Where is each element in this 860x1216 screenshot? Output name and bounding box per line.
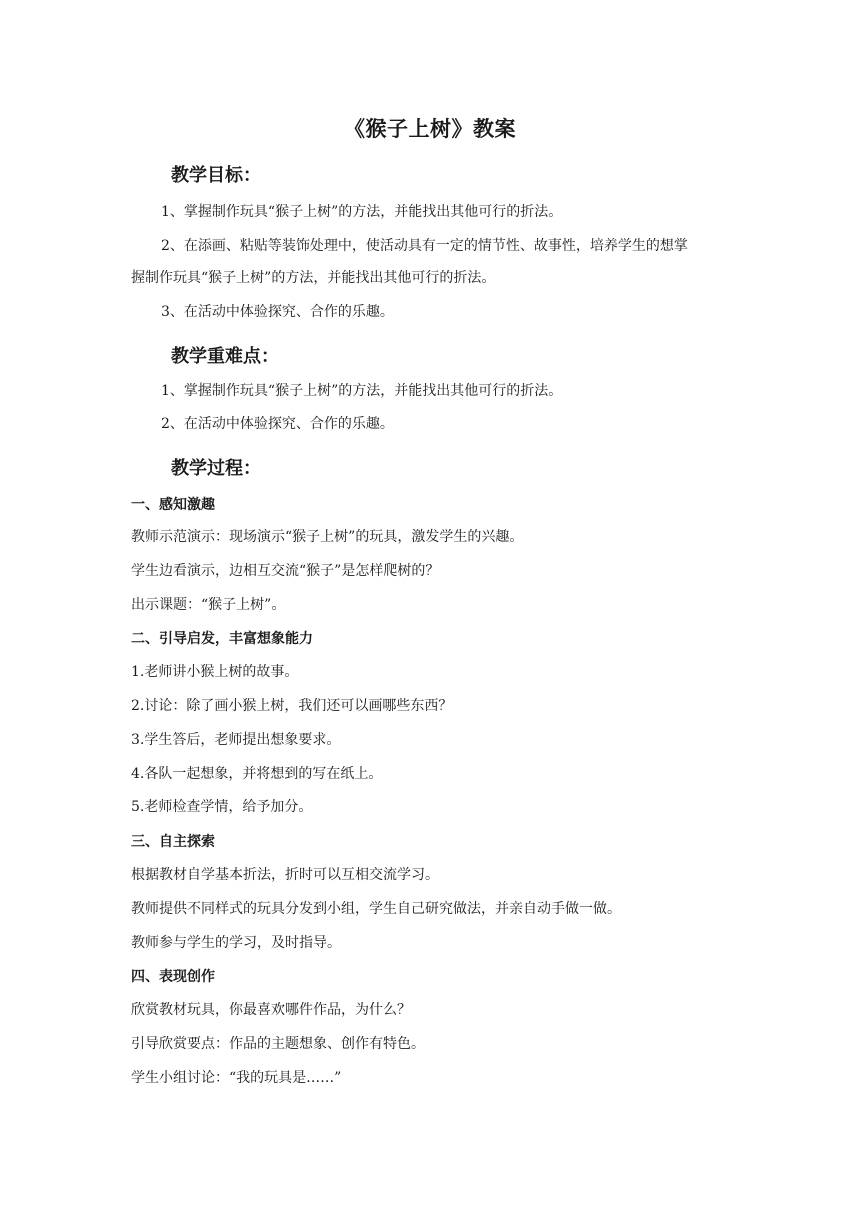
objective-item: 1、掌握制作玩具“猴子上树”的方法，并能找出其他可行的折法。 [161,204,563,220]
step-heading: 四、表现创作 [131,969,215,985]
step-line: 教师参与学生的学习，及时指导。 [131,935,341,951]
step-line: 教师示范演示：现场演示“猴子上树”的玩具，激发学生的兴趣。 [131,529,524,545]
step-line: 根据教材自学基本折法，折时可以互相交流学习。 [131,867,439,883]
step-line: 引导欣赏要点：作品的主题想象、创作有特色。 [131,1036,425,1052]
step-line: 5.老师检查学情，给予加分。 [131,799,313,815]
objective-item: 3、在活动中体验探究、合作的乐趣。 [161,304,394,320]
step-line: 出示课题：“猴子上树”。 [131,597,286,613]
section-heading-process: 教学过程： [171,458,261,479]
section-heading-key-points: 教学重难点： [171,346,279,367]
step-line: 学生小组讨论：“我的玩具是……” [131,1070,342,1086]
step-line: 3.学生答后，老师提出想象要求。 [131,732,341,748]
step-line: 4.各队一起想象，并将想到的写在纸上。 [131,766,383,782]
section-heading-objectives: 教学目标： [171,165,261,186]
key-point-item: 2、在活动中体验探究、合作的乐趣。 [161,416,394,432]
page-title: 《猴子上树》教案 [344,117,516,141]
step-heading: 三、自主探索 [131,834,215,850]
step-line: 学生边看演示，边相互交流“猴子”是怎样爬树的？ [131,563,440,579]
objective-item-continued: 握制作玩具“猴子上树”的方法，并能找出其他可行的折法。 [131,270,496,286]
step-line: 教师提供不同样式的玩具分发到小组，学生自己研究做法，并亲自动手做一做。 [131,901,621,917]
step-line: 欣赏教材玩具，你最喜欢哪件作品，为什么？ [131,1002,411,1018]
step-heading: 一、感知激趣 [131,497,215,513]
step-line: 1.老师讲小猴上树的故事。 [131,664,299,680]
step-heading: 二、引导启发，丰富想象能力 [131,631,313,647]
objective-item: 2、在添画、粘贴等装饰处理中，使活动具有一定的情节性、故事性，培养学生的想掌 [161,238,688,254]
key-point-item: 1、掌握制作玩具“猴子上树”的方法，并能找出其他可行的折法。 [161,383,563,399]
step-line: 2.讨论：除了画小猴上树，我们还可以画哪些东西？ [131,698,453,714]
